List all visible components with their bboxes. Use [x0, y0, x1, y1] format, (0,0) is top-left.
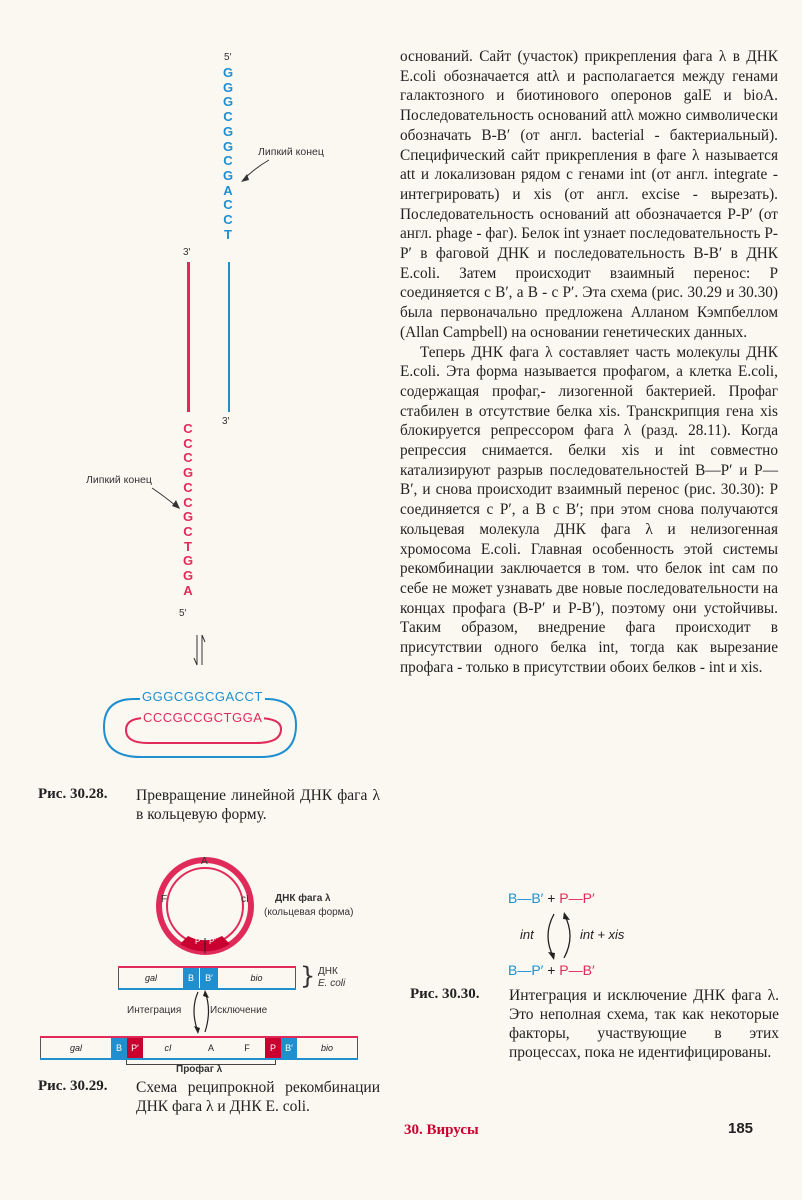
ring-gene-F: F	[161, 894, 168, 905]
caption-30-30-number: Рис. 30.30.	[410, 986, 480, 1002]
bottom-base: G	[182, 465, 194, 481]
integration-label: Интеграция	[127, 1005, 182, 1016]
scheme-int-xis-label: int + xis	[580, 927, 625, 942]
scheme-int-label: int	[520, 927, 534, 942]
bottom-base: A	[183, 582, 193, 598]
top-base: T	[224, 226, 232, 242]
sticky-end-label-top: Липкий конец	[258, 146, 324, 158]
ring-gene-cI: cI	[241, 894, 249, 905]
ring-subtitle: (кольцевая форма)	[264, 907, 354, 918]
scheme-B-B-prime: B—B′	[508, 890, 544, 906]
prophage-segment-B: B	[111, 1038, 127, 1058]
sticky-end-label-bottom: Липкий конец	[86, 474, 152, 486]
bottom-base: C	[183, 421, 193, 436]
top-base: C	[223, 153, 233, 169]
ring-bottom-sequence: CCCGCCGCTGGA	[143, 710, 263, 725]
page-number: 185	[728, 1120, 754, 1137]
scheme-bottom-row	[508, 962, 595, 978]
top-base: C	[223, 212, 233, 228]
phage-ring-diagram	[150, 854, 260, 964]
top-base: G	[222, 167, 234, 183]
figure-30-29	[0, 850, 400, 1080]
bottom-base: C	[183, 450, 193, 466]
chapter-footer: 30. Вирусы	[404, 1122, 479, 1138]
prophage-segment-bio: bio	[297, 1038, 358, 1058]
caption-30-29-number: Рис. 30.29.	[38, 1078, 108, 1094]
scheme-P-P-prime: P—P′	[559, 890, 595, 906]
prophage-segment-gal: gal	[40, 1038, 111, 1058]
top-base: C	[223, 197, 233, 213]
ecoli-segment-B-prime: B′	[199, 968, 218, 988]
scheme-plus: +	[547, 890, 556, 906]
red-strand-three-prime-top: 3′	[183, 247, 191, 258]
bottom-base: T	[184, 538, 192, 554]
ecoli-dna-bar	[118, 966, 296, 990]
ecoli-segment-B: B	[183, 968, 199, 988]
prophage-segment-P-prime: P′	[127, 1038, 143, 1058]
ecoli-label-dna: ДНК	[318, 966, 338, 977]
scheme-P-B-prime: P—B′	[559, 962, 595, 978]
scheme-plus: +	[547, 962, 556, 978]
exchange-arrows-icon	[190, 988, 214, 1038]
blue-strand-line	[228, 262, 230, 412]
top-base: G	[222, 79, 234, 95]
caption-30-28-number: Рис. 30.28.	[38, 786, 108, 802]
prophage-segment-F: F	[244, 1043, 250, 1053]
bottom-base: C	[183, 494, 193, 510]
main-text-column	[400, 47, 778, 678]
bottom-base: C	[183, 435, 193, 451]
bottom-strand-five-prime: 5′	[179, 608, 187, 619]
prophage-segment-P: P	[265, 1038, 281, 1058]
prophage-label: Профаг λ	[176, 1064, 223, 1075]
scheme-arrows-icon	[540, 910, 580, 962]
ring-site-P-prime: P′	[209, 937, 216, 946]
ecoli-label-name: E. coli	[318, 978, 346, 989]
blue-strand-three-prime: 3′	[222, 416, 230, 427]
equilibrium-arrows-icon	[192, 632, 208, 668]
ecoli-segment-gal: gal	[118, 968, 183, 988]
paragraph-2: Теперь ДНК фага λ составляет часть молекулы ДНК E.coli. Эта форма называется профагом, а клетка E.coli, содержащая профаг,- лизогенной бактерией. Профаг стабилен в отсутствие белка xis. Транскрипция гена xis блокируется репрессором фага λ (разд. 28.11). Когда репрессия снимается. белки xis и int совместно катализируют разрыв последовательностей B—P′ и P—B′, и снова происходит взаимный перенос (рис. 30.30): P соединяется с P′, а B с B′; при этом снова получаются кольцевая молекула ДНК фага λ и нелизогенная хромосома E.coli. Главная особенность этой системы рекомбинации заключается в том. что белок int сам по себе не может узнавать две новые последовательности на концах профага (B-P′ и P-B′), поэтому они устойчивы. Таким образом, внедрение фага происходит в присутствии одного белка int, тогда как вырезание профага - только в присутствии обоих белков - int и xis.	[400, 343, 778, 676]
caption-30-28-text: Превращение линейной ДНК фага λ в кольцевую форму.	[136, 787, 380, 823]
ring-top-sequence: GGGCGGCGACCT	[142, 689, 263, 704]
arrow-icon	[150, 486, 184, 514]
top-strand-five-prime: 5′	[224, 52, 232, 63]
caption-30-30-text: Интеграция и исключение ДНК фага λ. Это неполная схема, так как некоторые факторы, участвующие в этих процессах, пока не идентифицированы.	[509, 987, 779, 1061]
prophage-segment-A: A	[207, 1043, 214, 1053]
bottom-base: C	[183, 479, 193, 495]
excision-label: Исключение	[210, 1005, 268, 1016]
prophage-dna-bar	[40, 1036, 358, 1060]
top-base: G	[222, 94, 234, 110]
arrow-icon	[235, 158, 275, 188]
bottom-base: C	[183, 523, 193, 539]
prophage-segment-B-prime: B′	[281, 1038, 297, 1058]
ring-gene-A: A	[201, 856, 208, 867]
bottom-base: G	[182, 509, 194, 525]
paragraph-1: оснований. Сайт (участок) прикрепления фага λ в ДНК E.coli обозначается attλ и располагается между генами галактозного и биотинового оперонов galE и bioA. Последовательность оснований attλ можно символически обозначать B-B′ (от англ. bacterial - бактериальный). Специфический сайт прикрепления в фаге λ называется att и локализован рядом с генами int (от англ. integrate - интегрировать) и xis (от англ. excise - вырезать). Последовательность оснований att обозначается P-P′ (от англ. phage - фаг). Белок int узнает последовательность P-P′ в фаговой ДНК и последовательность B-B′ в ДНК E.coli. Затем происходит взаимный перенос: P соединяется с B′, а B - с P′. Эта схема (рис. 30.29 и 30.30) была первоначально предложена Алланом Кэмпбеллом (Allan Campbell) на основании генетических данных.	[400, 48, 778, 341]
bottom-base: G	[182, 568, 194, 584]
top-base: C	[223, 109, 233, 125]
scheme-top-row	[508, 890, 595, 906]
ring-title: ДНК фага λ	[275, 893, 331, 904]
figure-30-30	[500, 886, 660, 986]
top-strand-sequence	[221, 66, 235, 242]
red-strand-line	[187, 262, 190, 412]
top-base: G	[222, 138, 234, 154]
ring-site-P: P	[195, 937, 201, 946]
top-base: G	[222, 65, 234, 80]
caption-30-29-text: Схема реципрокной рекомбинации ДНК фага λ и ДНК E. coli.	[136, 1079, 380, 1115]
top-base: A	[223, 182, 233, 198]
scheme-B-P-prime: B—P′	[508, 962, 544, 978]
prophage-segment-cI: cI	[164, 1043, 172, 1053]
figure-30-28	[0, 0, 400, 790]
ecoli-brace: }	[300, 962, 316, 990]
bottom-base: G	[182, 553, 194, 569]
top-base: G	[222, 123, 234, 139]
ecoli-segment-bio: bio	[218, 968, 296, 988]
